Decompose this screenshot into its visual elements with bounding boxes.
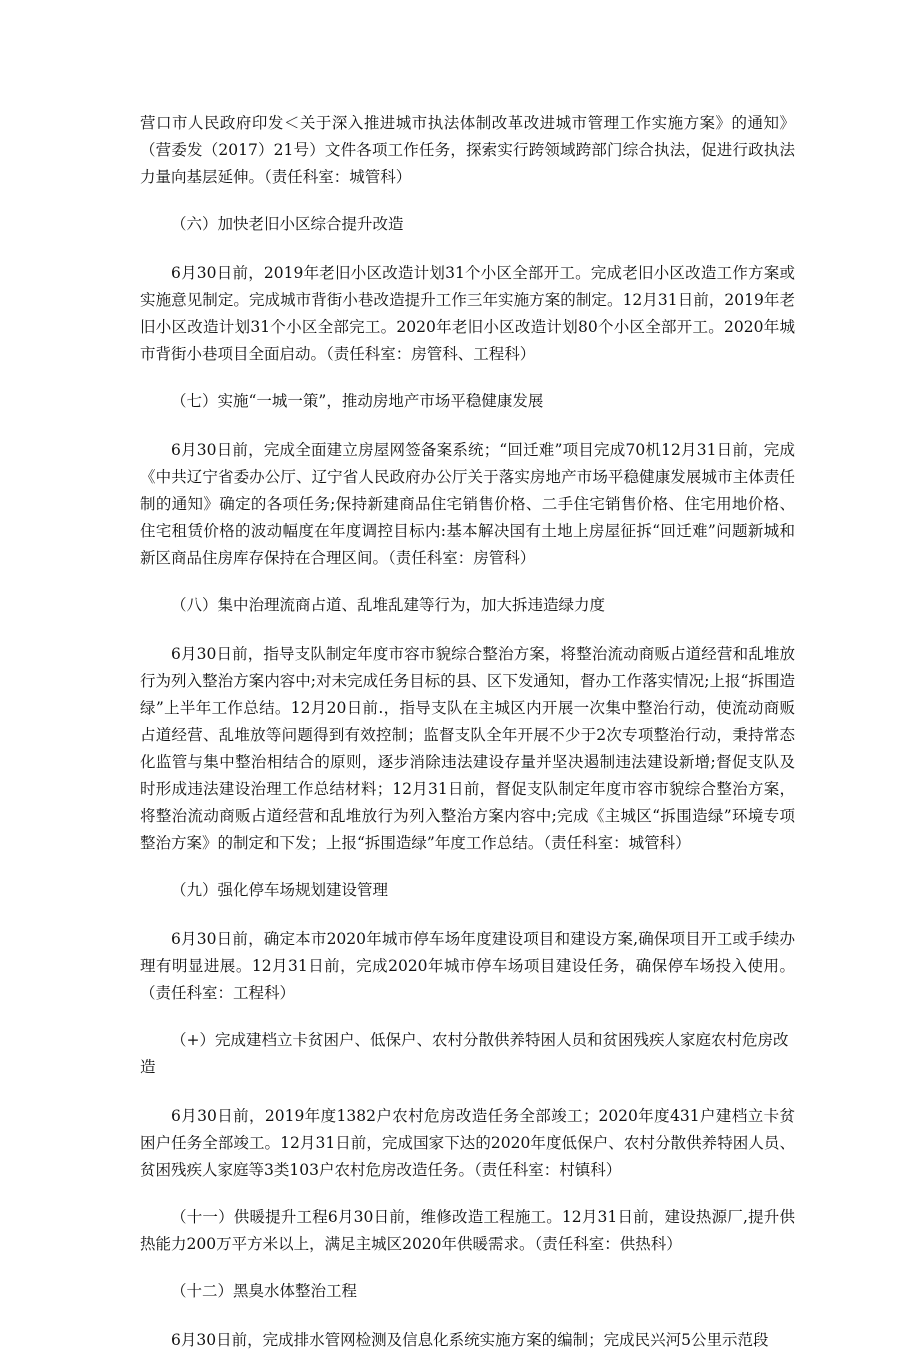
section-heading-6: （六）加快老旧小区综合提升改造 — [171, 215, 404, 233]
document-page — [140, 110, 795, 1354]
section-9-paragraph: 6月30日前，确定本市2020年城市停车场年度建设项目和建设方案,确保项目开工或手续办理有明显进展。12月31日前，完成2020年城市停车场项目建设任务，确保停车场投入使用。（责任科室：工程科） — [140, 930, 795, 1002]
section-8-paragraph: 6月30日前，指导支队制定年度市容市貌综合整治方案，将整治流动商贩占道经营和乱堆放行为列入整治方案内容中;对未完成任务目标的县、区下发通知，督办工作落实情况;上报“拆围造绿”上半年工作总结。12月20日前.，指导支队在主城区内开展一次集中整治行动，使流动商贩占道经营、乱堆放等问题得到有效控制；监督支队全年开展不少于2次专项整治行动，秉持常态化监管与集中整治相结合的原则，逐步消除违法建设存量并坚决遏制违法建设新增;督促支队及时形成违法建设治理工作总结材料；12月31日前，督促支队制定年度市容市貌综合整治方案，将整治流动商贩占道经营和乱堆放行为列入整治方案内容中;完成《主城区“拆围造绿”环境专项整治方案》的制定和下发；上报“拆围造绿”年度工作总结。（责任科室：城管科） — [140, 645, 795, 852]
section-12-paragraph: 6月30日前，完成排水管网检测及信息化系统实施方案的编制；完成民兴河5公里示范段 — [171, 1331, 769, 1349]
section-heading-7: （七）实施“一城一策”，推动房地产市场平稳健康发展 — [171, 392, 544, 410]
intro-paragraph: 营口市人民政府印发＜关于深入推进城市执法体制改革改进城市管理工作实施方案》的通知》（营委发（2017）21号）文件各项工作任务，探索实行跨领域跨部门综合执法，促进行政执法力量向基层延伸。（责任科室：城管科） — [140, 114, 795, 186]
section-heading-9: （九）强化停车场规划建设管理 — [171, 881, 389, 899]
section-7-paragraph: 6月30日前，完成全面建立房屋网签备案系统；“回迁难”项目完成70机12月31日前，完成《中共辽宁省委办公厅、辽宁省人民政府办公厅关于落实房地产市场平稳健康发展城市主体责任制的通知》确定的各项任务;保持新建商品住宅销售价格、二手住宅销售价格、住宅用地价格、住宅租赁价格的波动幅度在年度调控目标内:基本解决国有土地上房屋征拆“回迁难”问题新城和新区商品住房库存保持在合理区间。（责任科室：房管科） — [140, 441, 795, 567]
section-11-paragraph: （十一）供暖提升工程6月30日前，维修改造工程施工。12月31日前，建设热源厂,提升供热能力200万平方米以上，满足主城区2020年供暖需求。（责任科室：供热科） — [140, 1208, 795, 1253]
section-10-paragraph: 6月30日前，2019年度1382户农村危房改造任务全部竣工；2020年度431户建档立卡贫困户任务全部竣工。12月31日前，完成国家下达的2020年度低保户、农村分散供养特困人员、贫困残疾人家庭等3类103户农村危房改造任务。（责任科室：村镇科） — [140, 1107, 795, 1179]
section-heading-8: （八）集中治理流商占道、乱堆乱建等行为，加大拆违造绿力度 — [171, 596, 606, 614]
section-heading-10: （+）完成建档立卡贫困户、低保户、农村分散供养特困人员和贫困残疾人家庭农村危房改造 — [140, 1031, 789, 1076]
section-heading-12: （十二）黑臭水体整治工程 — [171, 1282, 358, 1300]
section-6-paragraph: 6月30日前，2019年老旧小区改造计划31个小区全部开工。完成老旧小区改造工作方案或实施意见制定。完成城市背街小巷改造提升工作三年实施方案的制定。12月31日前，2019年老旧小区改造计划31个小区全部完工。2020年老旧小区改造计划80个小区全部开工。2020年城市背街小巷项目全面启动。（责任科室：房管科、工程科） — [140, 264, 795, 363]
